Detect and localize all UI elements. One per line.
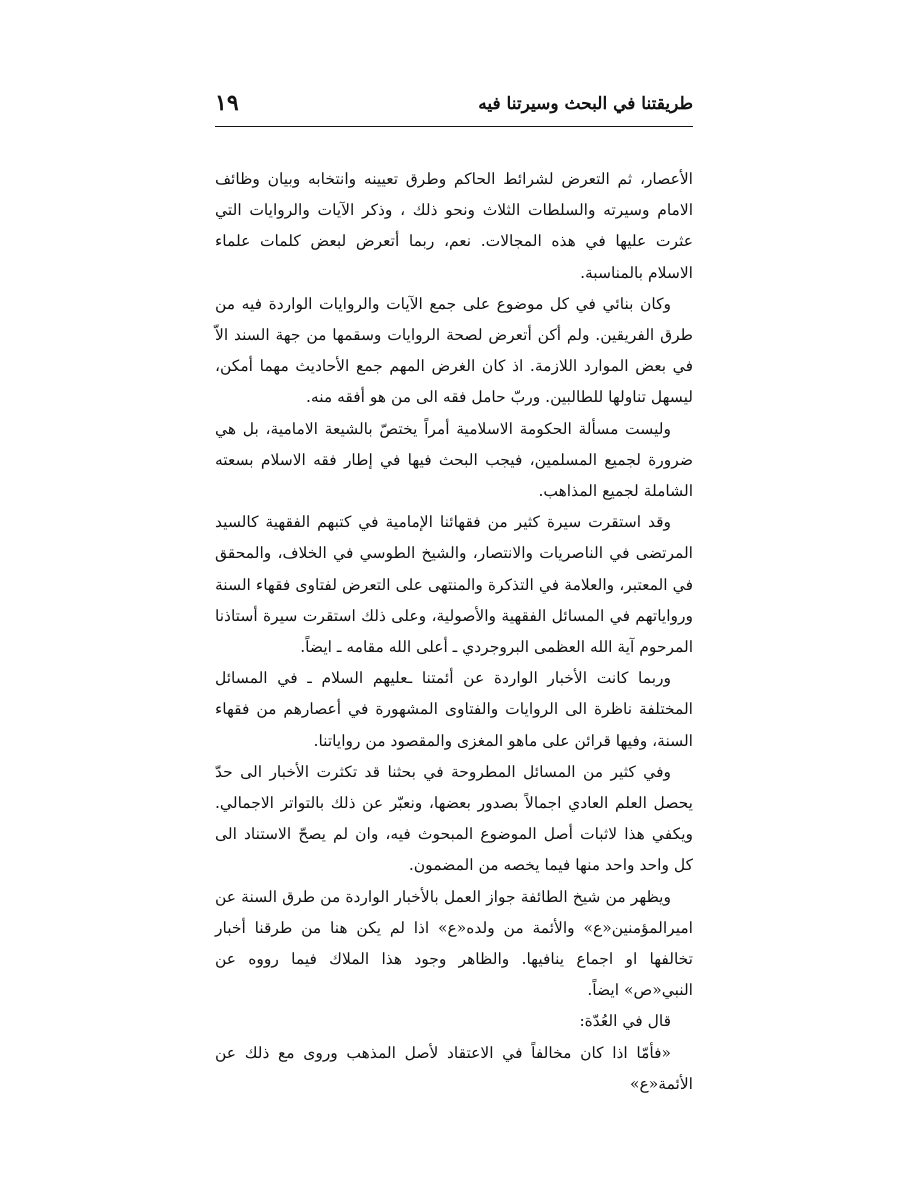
page-number: ١٩ xyxy=(215,90,239,116)
paragraph: ويظهر من شيخ الطائفة جواز العمل بالأخبار الواردة من طرق السنة عن اميرالمؤمنين«ع» والأئمة من ولده«ع» اذا لم يكن هنا من طرقنا أخبار تخالفها او اجماع ينافيها. والظاهر وجود هذا الملاك فيما رووه عن النبي«ص» ايضاً. xyxy=(215,887,693,1000)
quotation: «فأمّا اذا كان مخالفاً في الاعتقاد لأصل المذهب وروى مع ذلك عن الأئمة«ع» xyxy=(215,1043,693,1093)
running-title: طريقتنا في البحث وسيرتنا فيه xyxy=(478,94,693,114)
paragraph: الأعصار، ثم التعرض لشرائط الحاكم وطرق تعيينه وانتخابه وبيان وظائف الامام وسيرته والسلطات الثلاث ونحو ذلك ، وذكر الآيات والروايات التي عثرت عليها في هذه المجالات. نعم، ربما أتعرض لبعض كلمات علماء الاسلام بالمناسبة. xyxy=(215,170,693,282)
quote-intro: قال في العُدّة: xyxy=(579,1012,671,1031)
header-rule xyxy=(215,126,693,127)
running-header xyxy=(215,88,693,124)
paragraph: وليست مسألة الحكومة الاسلامية أمراً يختصّ بالشيعة الامامية، بل هي ضرورة لجميع المسلمين، فيجب البحث فيها في إطار فقه الاسلام بسعته الشاملة لجميع المذاهب. xyxy=(215,419,693,501)
body-text xyxy=(215,164,693,1100)
paragraph: وفي كثير من المسائل المطروحة في بحثنا قد تكثرت الأخبار الى حدّ يحصل العلم العادي اجمالاً بصدور بعضها، ونعبّر عن ذلك بالتواتر الاجمالي. ويكفي هذا لاثبات أصل الموضوع المبحوث فيه، وان لم يصحّ الاستناد الى كل واحد واحد منها فيما يخصه من المضمون. xyxy=(215,762,693,875)
paragraph: وكان بنائي في كل موضوع على جمع الآيات والروايات الواردة فيه من طرق الفريقين. ولم أكن أتعرض لصحة الروايات وسقمها من جهة السند الاّ في بعض الموارد اللازمة. اذ كان الغرض المهم جمع الأحاديث مهما أمكن، ليسهل تناولها للطالبين. وربّ حامل فقه الى من هو أفقه منه. xyxy=(215,294,693,407)
paragraph: وربما كانت الأخبار الواردة عن أئمتنا ـعليهم السلام ـ في المسائل المختلفة ناظرة الى الروايات والفتاوى المشهورة في أعصارهم من فقهاء السنة، وفيها قرائن على ماهو المغزى والمقصود من رواياتنا. xyxy=(215,669,693,750)
paragraph: وقد استقرت سيرة كثير من فقهائنا الإمامية في كتبهم الفقهية كالسيد المرتضى في الناصريات والانتصار، والشيخ الطوسي في الخلاف، والمحقق في المعتبر، والعلامة في التذكرة والمنتهى على التعرض لفتاوى فقهاء السنة ورواياتهم في المسائل الفقهية والأصولية، وعلى ذلك استقرت سيرة أستاذنا المرحوم آية الله العظمى البروجردي ـ أعلى الله مقامه ـ ايضاً. xyxy=(215,513,693,657)
